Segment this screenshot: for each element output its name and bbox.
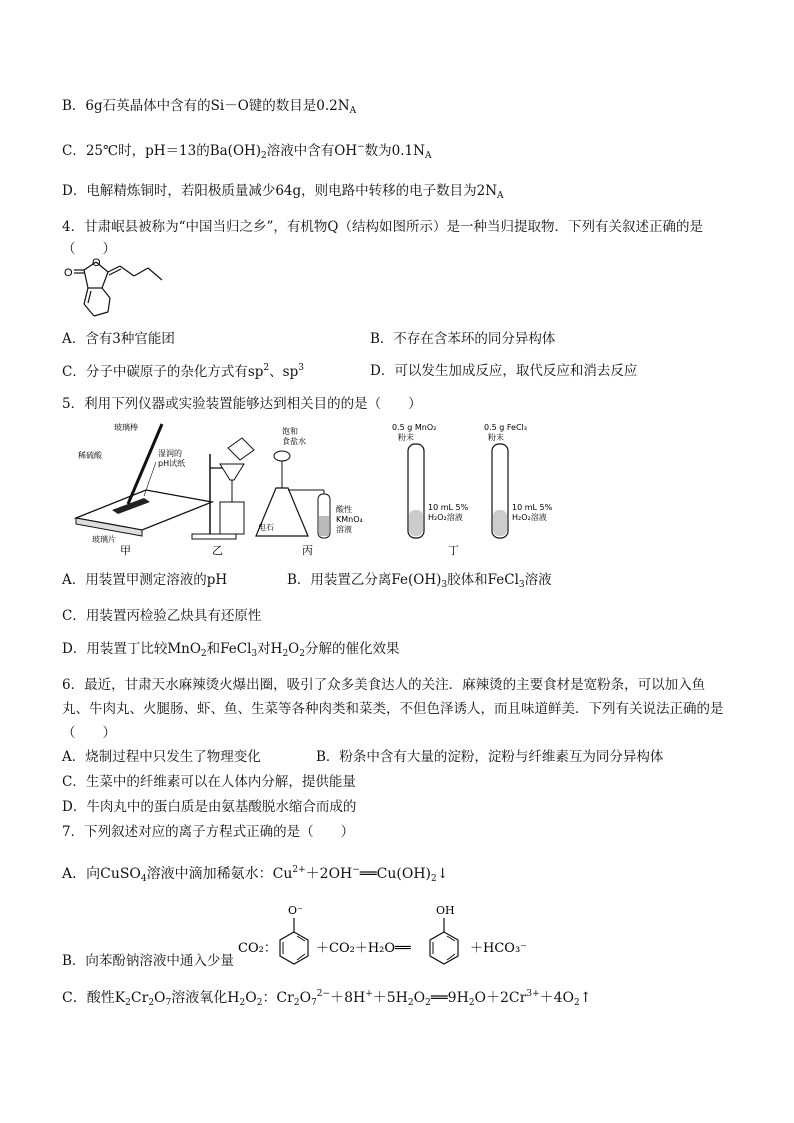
- svg-text:10 mL 5%: 10 mL 5%: [428, 503, 469, 512]
- svg-text:饱和: 饱和: [282, 427, 298, 436]
- carbonyl-oxygen-label: O: [64, 267, 73, 279]
- svg-text:O⁻: O⁻: [288, 904, 303, 917]
- svg-text:＋CO₂＋H₂O══: ＋CO₂＋H₂O══: [316, 941, 411, 956]
- q6-option-d: D．牛肉丸中的蛋白质是由氨基酸脱水缩合而成的: [62, 799, 357, 815]
- svg-text:粉末: 粉末: [488, 433, 504, 442]
- svg-text:食盐水: 食盐水: [282, 437, 306, 446]
- svg-text:H₂O₂溶液: H₂O₂溶液: [428, 513, 463, 522]
- svg-text:OH: OH: [436, 904, 455, 917]
- svg-text:CO₂：: CO₂：: [238, 941, 277, 956]
- svg-text:溶液: 溶液: [336, 525, 352, 534]
- q5-apparatus-figure: [62, 418, 582, 558]
- svg-text:酸性: 酸性: [336, 505, 352, 514]
- svg-text:稀硫酸: 稀硫酸: [78, 451, 102, 460]
- svg-text:0.5 g FeCl₃: 0.5 g FeCl₃: [484, 423, 527, 432]
- svg-text:KMnO₄: KMnO₄: [336, 515, 363, 524]
- q3-option-c: C．25℃时，pH＝13的$Ba(OH)_2$溶液中含有OH−数为$0.1N_A$: [62, 142, 432, 161]
- svg-text:0.5 g MnO₂: 0.5 g MnO₂: [392, 423, 437, 432]
- ring-oxygen-label: O: [92, 258, 101, 269]
- q3-option-b: B．6g石英晶体中含有的Si－O键的数目是$0.2N_A$: [62, 98, 357, 116]
- q6-option-c: C．生菜中的纤维素可以在人体内分解，提供能量: [62, 774, 356, 790]
- q5-option-c: C．用装置丙检验乙炔具有还原性: [62, 608, 262, 624]
- q6-option-a: A．烧制过程中只发生了物理变化: [62, 749, 261, 765]
- svg-text:10 mL 5%: 10 mL 5%: [512, 503, 553, 512]
- q7-option-c: C．酸性$K_2Cr_2O_7$溶液氧化$H_2O_2$：$Cr_2O_7^{2-}+8H^++5H_2O_2══9H_2O+2Cr^{3+}+4O_2↑$: [62, 989, 592, 1008]
- q5-option-b: B．用装置乙分离$Fe(OH)_3$胶体和FeCl$_3$溶液: [287, 572, 552, 590]
- svg-text:玻璃棒: 玻璃棒: [114, 423, 138, 432]
- svg-text:pH试纸: pH试纸: [158, 459, 186, 468]
- q7-option-b-equation: [238, 902, 538, 974]
- svg-text:丙: 丙: [302, 544, 313, 557]
- svg-text:＋HCO₃⁻: ＋HCO₃⁻: [470, 941, 528, 956]
- svg-text:湿润的: 湿润的: [158, 449, 182, 458]
- svg-text:甲: 甲: [120, 544, 131, 557]
- q3-option-d: D．电解精炼铜时，若阳极质量减少64g，则电路中转移的电子数目为$2N_A$: [62, 183, 504, 201]
- q4-option-b: B．不存在含苯环的同分异构体: [370, 331, 556, 347]
- q5-option-d: D．用装置丁比较MnO$_2$和FeCl$_3$对$H_2O_2$分解的催化效果: [62, 641, 400, 659]
- q6-option-b: B．粉条中含有大量的淀粉，淀粉与纤维素互为同分异构体: [316, 749, 664, 765]
- q5-option-a: A．用装置甲测定溶液的pH: [62, 572, 228, 588]
- q4-option-c: C．分子中碳原子的杂化方式有$sp^2$、$sp^3$: [62, 363, 304, 380]
- svg-text:粉末: 粉末: [398, 433, 414, 442]
- svg-text:玻璃片: 玻璃片: [92, 535, 116, 544]
- q4-option-a: A．含有3种官能团: [62, 331, 175, 347]
- q4-option-d: D．可以发生加成反应，取代反应和消去反应: [370, 363, 638, 379]
- q4-stem: 4．甘肃岷县被称为“中国当归之乡”，有机物Q（结构如图所示）是一种当归提取物．下列有关叙述正确的是（ ）: [62, 219, 703, 257]
- q6-stem: 6．最近，甘肃天水麻辣烫火爆出圈，吸引了众多美食达人的关注．麻辣烫的主要食材是宽粉条，可以加入鱼丸、牛肉丸、火腿肠、虾、鱼、生菜等各种肉类和菜类，不但色泽诱人，而且味道鲜美．下列有关说法正确的是（ ）: [62, 677, 724, 741]
- svg-text:H₂O₂溶液: H₂O₂溶液: [512, 513, 547, 522]
- q7-stem: 7．下列叙述对应的离子方程式正确的是（ ）: [62, 824, 355, 840]
- svg-text:丁: 丁: [448, 544, 459, 557]
- q5-stem: 5．利用下列仪器或实验装置能够达到相关目的的是（ ）: [62, 396, 422, 412]
- q7-option-b-label: B．向苯酚钠溶液中通入少量: [62, 953, 234, 969]
- q4-structure-figure: [62, 258, 172, 322]
- svg-text:电石: 电石: [258, 523, 274, 532]
- svg-text:乙: 乙: [212, 544, 223, 557]
- q7-option-a: A．向CuSO$_4$溶液中滴加稀氨水：$Cu^{2+}+2OH^-══Cu(OH)_2↓$: [62, 865, 449, 884]
